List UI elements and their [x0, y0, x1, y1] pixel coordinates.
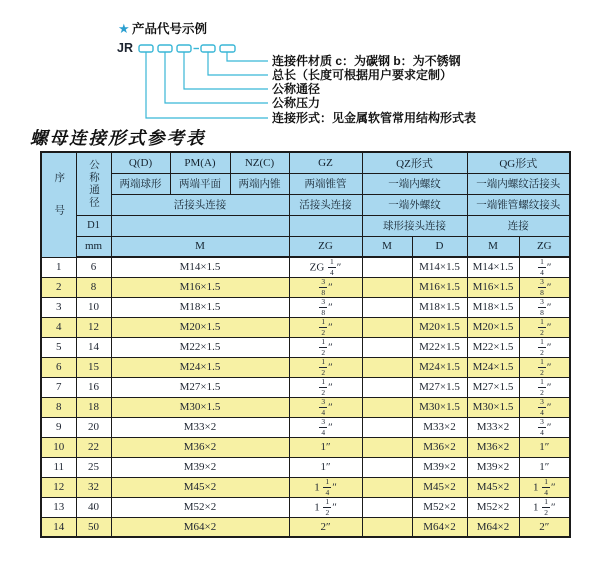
cell-qg-zg: $\frac{1}{4}$ ″	[519, 257, 570, 277]
cell-qg-zg: $\frac{3}{4}$ ″	[519, 417, 570, 437]
cell-mm: 32	[76, 477, 111, 497]
connector-form	[146, 52, 268, 118]
unit-qg-zg: ZG	[519, 236, 570, 257]
cell-m: M52×2	[111, 497, 289, 517]
cell-m: M30×1.5	[111, 397, 289, 417]
cell-zg: $\frac{1}{2}$ ″	[289, 377, 362, 397]
cell-qg-zg: 1 $\frac{1}{2}$ ″	[519, 497, 570, 517]
cell-qg-m: M64×2	[467, 517, 519, 537]
pm-desc: 两端平面	[170, 173, 230, 194]
empty-cell	[111, 215, 289, 236]
star-icon: ★	[118, 21, 130, 36]
unit-qz-d: D	[412, 236, 467, 257]
connector-material	[227, 52, 268, 61]
connector-lines	[146, 52, 268, 118]
cell-qg-m: M24×1.5	[467, 357, 519, 377]
label-length: 总长（长度可根据用户要求定制）	[272, 68, 453, 82]
table-row	[41, 457, 570, 477]
cell-qz-d: M36×2	[412, 437, 467, 457]
cell-qg-zg: $\frac{1}{2}$ ″	[519, 357, 570, 377]
code-prefix: JR	[117, 41, 133, 55]
table-row	[41, 377, 570, 397]
cell-qg-m: M39×2	[467, 457, 519, 477]
table-row	[41, 317, 570, 337]
diagram-heading: 产品代号示例	[132, 22, 208, 36]
cell-mm: 20	[76, 417, 111, 437]
cell-qg-zg: $\frac{1}{2}$ ″	[519, 377, 570, 397]
cell-qz-m	[362, 457, 412, 477]
q-desc: 两端球形	[111, 173, 170, 194]
cell-qz-m	[362, 357, 412, 377]
cell-qz-d: M16×1.5	[412, 277, 467, 297]
cell-seq: 1	[41, 257, 76, 277]
cell-mm: 18	[76, 397, 111, 417]
cell-mm: 22	[76, 437, 111, 457]
col-header-qg: QG形式	[467, 152, 570, 173]
qz-desc2: 一端外螺纹	[362, 194, 467, 215]
col-header-dn: 公称通径	[76, 152, 111, 215]
cell-seq: 12	[41, 477, 76, 497]
cell-qg-zg: $\frac{3}{8}$ ″	[519, 297, 570, 317]
label-form: 连接形式：见金属软管常用结构形式表	[272, 111, 477, 125]
table-row	[41, 277, 570, 297]
label-material: 连接件材质 c：为碳钢 b：为不锈钢	[272, 54, 461, 68]
cell-m: M33×2	[111, 417, 289, 437]
d1-label: D1	[76, 215, 111, 236]
cell-seq: 2	[41, 277, 76, 297]
cell-m: M64×2	[111, 517, 289, 537]
cell-qz-d: M22×1.5	[412, 337, 467, 357]
cell-seq: 14	[41, 517, 76, 537]
table-row	[41, 337, 570, 357]
table-head	[41, 152, 570, 257]
cell-mm: 8	[76, 277, 111, 297]
table-row	[41, 297, 570, 317]
cell-seq: 13	[41, 497, 76, 517]
cell-zg: $\frac{1}{2}$ ″	[289, 357, 362, 377]
nz-desc: 两端内锥	[230, 173, 289, 194]
cell-qg-zg: $\frac{1}{2}$ ″	[519, 337, 570, 357]
header-row-end-types	[41, 173, 570, 194]
code-box-1	[139, 45, 153, 52]
cell-mm: 50	[76, 517, 111, 537]
cell-qg-m: M20×1.5	[467, 317, 519, 337]
cell-qg-m: M30×1.5	[467, 397, 519, 417]
cell-mm: 15	[76, 357, 111, 377]
qg-conn: 连接	[467, 215, 570, 236]
cell-zg: $\frac{3}{8}$ ″	[289, 297, 362, 317]
table-row	[41, 497, 570, 517]
left-conn: 活接头连接	[111, 194, 289, 215]
cell-qz-m	[362, 297, 412, 317]
gz-desc: 两端锥管	[289, 173, 362, 194]
table-row	[41, 437, 570, 457]
qg-desc1: 一端内螺纹活接头	[467, 173, 570, 194]
cell-qg-m: M52×2	[467, 497, 519, 517]
col-header-gz: GZ	[289, 152, 362, 173]
cell-qz-d: M24×1.5	[412, 357, 467, 377]
cell-qg-zg: $\frac{3}{8}$ ″	[519, 277, 570, 297]
cell-m: M16×1.5	[111, 277, 289, 297]
cell-qz-m	[362, 277, 412, 297]
cell-zg: ZG $\frac{1}{4}$ ″	[289, 257, 362, 277]
cell-qz-d: M20×1.5	[412, 317, 467, 337]
cell-zg: $\frac{3}{4}$ ″	[289, 397, 362, 417]
code-boxes	[139, 45, 235, 52]
connector-length	[208, 52, 268, 75]
cell-qz-d: M52×2	[412, 497, 467, 517]
qz-conn: 球形接头连接	[362, 215, 467, 236]
connector-pressure	[165, 52, 268, 103]
cell-qz-m	[362, 257, 412, 277]
table-row	[41, 417, 570, 437]
cell-mm: 14	[76, 337, 111, 357]
cell-qg-m: M36×2	[467, 437, 519, 457]
cell-zg: $\frac{1}{2}$ ″	[289, 317, 362, 337]
nut-connection-table	[40, 151, 571, 538]
unit-zg: ZG	[289, 236, 362, 257]
cell-seq: 7	[41, 377, 76, 397]
cell-mm: 40	[76, 497, 111, 517]
cell-mm: 12	[76, 317, 111, 337]
code-box-3	[177, 45, 191, 52]
col-header-pm: PM(A)	[170, 152, 230, 173]
cell-qz-m	[362, 397, 412, 417]
cell-mm: 6	[76, 257, 111, 277]
cell-qz-m	[362, 517, 412, 537]
cell-zg: 1″	[289, 437, 362, 457]
qg-desc2: 一端锥管螺纹接头	[467, 194, 570, 215]
table-row	[41, 517, 570, 537]
qz-desc1: 一端内螺纹	[362, 173, 467, 194]
cell-qz-m	[362, 437, 412, 457]
cell-m: M22×1.5	[111, 337, 289, 357]
table-row	[41, 257, 570, 277]
cell-qz-d: M64×2	[412, 517, 467, 537]
cell-zg: 1″	[289, 457, 362, 477]
cell-qg-zg: 1 $\frac{1}{4}$ ″	[519, 477, 570, 497]
cell-qg-zg: 1″	[519, 457, 570, 477]
cell-qz-m	[362, 477, 412, 497]
label-pressure: 公称压力	[272, 96, 321, 110]
cell-m: M45×2	[111, 477, 289, 497]
cell-m: M27×1.5	[111, 377, 289, 397]
header-row-d1	[41, 215, 570, 236]
cell-qg-zg: 2″	[519, 517, 570, 537]
cell-qz-d: M33×2	[412, 417, 467, 437]
table-title: 螺母连接形式参考表	[30, 128, 206, 148]
code-box-2	[158, 45, 172, 52]
code-box-4	[201, 45, 215, 52]
cell-qz-m	[362, 337, 412, 357]
cell-seq: 6	[41, 357, 76, 377]
cell-mm: 25	[76, 457, 111, 477]
cell-seq: 10	[41, 437, 76, 457]
cell-zg: $\frac{1}{2}$ ″	[289, 337, 362, 357]
table-row	[41, 477, 570, 497]
cell-seq: 8	[41, 397, 76, 417]
unit-qz-m: M	[362, 236, 412, 257]
cell-m: M39×2	[111, 457, 289, 477]
cell-qg-zg: $\frac{3}{4}$ ″	[519, 397, 570, 417]
cell-qg-m: M14×1.5	[467, 257, 519, 277]
col-header-qz: QZ形式	[362, 152, 467, 173]
cell-qz-d: M30×1.5	[412, 397, 467, 417]
cell-m: M14×1.5	[111, 257, 289, 277]
cell-qz-d: M39×2	[412, 457, 467, 477]
unit-mm: mm	[76, 236, 111, 257]
cell-qz-d: M45×2	[412, 477, 467, 497]
cell-qz-d: M14×1.5	[412, 257, 467, 277]
unit-qg-m: M	[467, 236, 519, 257]
cell-qz-m	[362, 417, 412, 437]
cell-qg-zg: 1″	[519, 437, 570, 457]
cell-m: M18×1.5	[111, 297, 289, 317]
col-header-nz: NZ(C)	[230, 152, 289, 173]
cell-qz-d: M18×1.5	[412, 297, 467, 317]
cell-qg-zg: $\frac{1}{2}$ ″	[519, 317, 570, 337]
cell-qg-m: M22×1.5	[467, 337, 519, 357]
header-row-units	[41, 236, 570, 257]
gz-conn: 活接头连接	[289, 194, 362, 215]
cell-zg: $\frac{3}{4}$ ″	[289, 417, 362, 437]
unit-m: M	[111, 236, 289, 257]
cell-qz-m	[362, 317, 412, 337]
cell-seq: 4	[41, 317, 76, 337]
cell-seq: 9	[41, 417, 76, 437]
table-row	[41, 357, 570, 377]
table-row	[41, 397, 570, 417]
cell-qg-m: M45×2	[467, 477, 519, 497]
empty-cell	[289, 215, 362, 236]
cell-qz-m	[362, 377, 412, 397]
code-box-5	[220, 45, 235, 52]
cell-m: M20×1.5	[111, 317, 289, 337]
cell-seq: 3	[41, 297, 76, 317]
cell-seq: 11	[41, 457, 76, 477]
cell-zg: 1 $\frac{1}{2}$ ″	[289, 497, 362, 517]
connector-diameter	[184, 52, 268, 89]
cell-m: M36×2	[111, 437, 289, 457]
cell-mm: 16	[76, 377, 111, 397]
table-body	[41, 257, 570, 537]
cell-qg-m: M18×1.5	[467, 297, 519, 317]
cell-qg-m: M16×1.5	[467, 277, 519, 297]
cell-zg: 2″	[289, 517, 362, 537]
cell-zg: 1 $\frac{1}{4}$ ″	[289, 477, 362, 497]
cell-m: M24×1.5	[111, 357, 289, 377]
cell-seq: 5	[41, 337, 76, 357]
cell-mm: 10	[76, 297, 111, 317]
label-diameter: 公称通径	[272, 82, 321, 96]
col-header-seq: 序号	[41, 152, 76, 257]
cell-qg-m: M27×1.5	[467, 377, 519, 397]
cell-qz-m	[362, 497, 412, 517]
cell-zg: $\frac{3}{8}$ ″	[289, 277, 362, 297]
cell-qz-d: M27×1.5	[412, 377, 467, 397]
col-header-q: Q(D)	[111, 152, 170, 173]
header-row-codes	[41, 152, 570, 173]
cell-qg-m: M33×2	[467, 417, 519, 437]
header-row-connections	[41, 194, 570, 215]
